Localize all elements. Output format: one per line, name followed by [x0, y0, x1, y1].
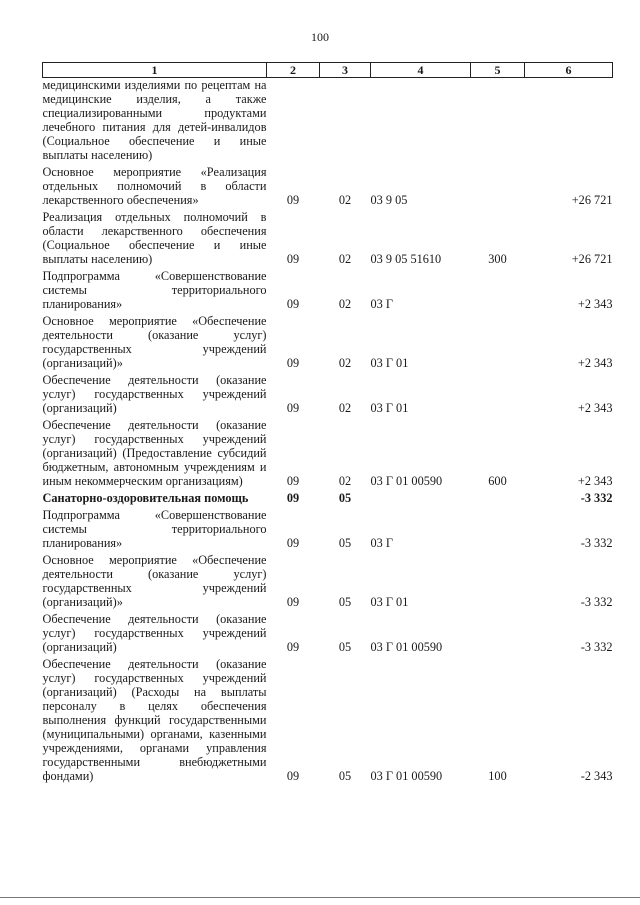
row-subsection: 05: [338, 769, 352, 783]
row-amount: -3 332: [580, 491, 613, 505]
row-amount: +26 721: [571, 193, 613, 207]
row-amount: -3 332: [580, 595, 613, 609]
row-target-article: 03 Г 01: [370, 401, 409, 415]
table-row: [43, 553, 613, 612]
row-expense-type: [471, 314, 525, 373]
table-row: [43, 612, 613, 657]
row-target-article: 03 Г 01 00590: [370, 474, 443, 488]
row-expense-type: [471, 508, 525, 553]
row-amount: -3 332: [580, 640, 613, 654]
row-description: Подпрограмма «Совершенствование системы территориального планирования»: [42, 508, 267, 550]
row-expense-type: [471, 373, 525, 418]
row-subsection: 02: [338, 474, 352, 488]
row-expense-type: 100: [488, 769, 507, 783]
row-target-article: 03 Г: [370, 297, 393, 311]
row-description: Обеспечение деятельности (оказание услуг) государственных учреждений (организаций): [42, 373, 267, 415]
row-section: 09: [286, 536, 300, 550]
row-section: 09: [286, 491, 300, 505]
row-section: 09: [286, 356, 300, 370]
row-amount: +2 343: [577, 356, 613, 370]
row-section: 09: [286, 640, 300, 654]
row-subsection: 05: [338, 640, 352, 654]
row-expense-type: [471, 269, 525, 314]
row-expense-type: [471, 612, 525, 657]
row-subsection: [320, 78, 371, 166]
col-header-4: 4: [371, 63, 471, 78]
table-row: [43, 491, 613, 508]
row-description: Обеспечение деятельности (оказание услуг) государственных учреждений (организаций): [42, 612, 267, 654]
table-body: [43, 78, 613, 787]
table-row: [43, 269, 613, 314]
table-row: [43, 165, 613, 210]
row-description: Обеспечение деятельности (оказание услуг) государственных учреждений (организаций) (Предоставление субсидий бюджетным, автономным учреждениям и иным некоммерческим организациям): [42, 418, 267, 488]
row-description: Основное мероприятие «Обеспечение деятельности (оказание услуг) государственных учреждений (организаций)»: [42, 314, 267, 370]
row-description: медицинскими изделиями по рецептам на медицинские изделия, а также специализированными продуктами лечебного питания для детей-инвалидов (Социальное обеспечение и иные выплаты населению): [42, 78, 267, 162]
row-expense-type: 600: [488, 474, 507, 488]
row-subsection: 02: [338, 356, 352, 370]
table-row: [43, 314, 613, 373]
row-amount: +26 721: [571, 252, 613, 266]
row-amount: -2 343: [580, 769, 613, 783]
row-section: 09: [286, 252, 300, 266]
table-row: [43, 373, 613, 418]
row-amount: +2 343: [577, 297, 613, 311]
row-section: 09: [286, 193, 300, 207]
row-amount: +2 343: [577, 474, 613, 488]
table-row: [43, 78, 613, 166]
table-row: [43, 657, 613, 786]
row-subsection: 05: [338, 595, 352, 609]
row-section: 09: [286, 474, 300, 488]
row-target-article: 03 9 05 51610: [370, 252, 442, 266]
col-header-6: 6: [525, 63, 613, 78]
col-header-1: 1: [43, 63, 267, 78]
row-description: Санаторно-оздоровительная помощь: [42, 491, 249, 505]
row-expense-type: [471, 491, 525, 508]
row-section: 09: [286, 769, 300, 783]
table-header-row: [43, 63, 613, 78]
table-row: [43, 210, 613, 269]
row-expense-type: 300: [488, 252, 507, 266]
row-description: Основное мероприятие «Обеспечение деятельности (оказание услуг) государственных учреждений (организаций)»: [42, 553, 267, 609]
row-description: Подпрограмма «Совершенствование системы территориального планирования»: [42, 269, 267, 311]
row-section: 09: [286, 297, 300, 311]
col-header-5: 5: [471, 63, 525, 78]
col-header-2: 2: [267, 63, 320, 78]
row-subsection: 02: [338, 252, 352, 266]
table-row: [43, 418, 613, 491]
row-subsection: 02: [338, 401, 352, 415]
row-target-article: [371, 78, 471, 166]
row-subsection: 02: [338, 297, 352, 311]
row-subsection: 05: [338, 536, 352, 550]
row-expense-type: [471, 78, 525, 166]
row-description: Обеспечение деятельности (оказание услуг) государственных учреждений (организаций) (Расходы на выплаты персоналу в целях обеспечения выполнения функций государственными (муниципальными) органами, казенными учреждениями, органами управления государственными внебюджетными фондами): [42, 657, 267, 783]
row-amount: +2 343: [577, 401, 613, 415]
row-expense-type: [471, 165, 525, 210]
row-target-article: 03 Г 01: [370, 595, 409, 609]
row-target-article: 03 Г 01 00590: [370, 769, 443, 783]
row-description: Реализация отдельных полномочий в области лекарственного обеспечения (Социальное обеспечение и иные выплаты населению): [42, 210, 267, 266]
row-subsection: 02: [338, 193, 352, 207]
row-target-article: 03 Г 01 00590: [370, 640, 443, 654]
row-expense-type: [471, 553, 525, 612]
budget-table: [42, 62, 613, 786]
row-section: [267, 78, 320, 166]
row-target-article: 03 Г 01: [370, 356, 409, 370]
row-amount: -3 332: [580, 536, 613, 550]
row-amount: [525, 78, 613, 166]
row-description: Основное мероприятие «Реализация отдельных полномочий в области лекарственного обеспечения»: [42, 165, 267, 207]
page-bottom-rule: [0, 897, 640, 898]
page-number: 100: [311, 30, 329, 44]
row-subsection: 05: [338, 491, 352, 505]
row-section: 09: [286, 401, 300, 415]
table-row: [43, 508, 613, 553]
row-target-article: [371, 491, 471, 508]
row-target-article: 03 Г: [370, 536, 393, 550]
row-target-article: 03 9 05: [370, 193, 408, 207]
col-header-3: 3: [320, 63, 371, 78]
row-section: 09: [286, 595, 300, 609]
